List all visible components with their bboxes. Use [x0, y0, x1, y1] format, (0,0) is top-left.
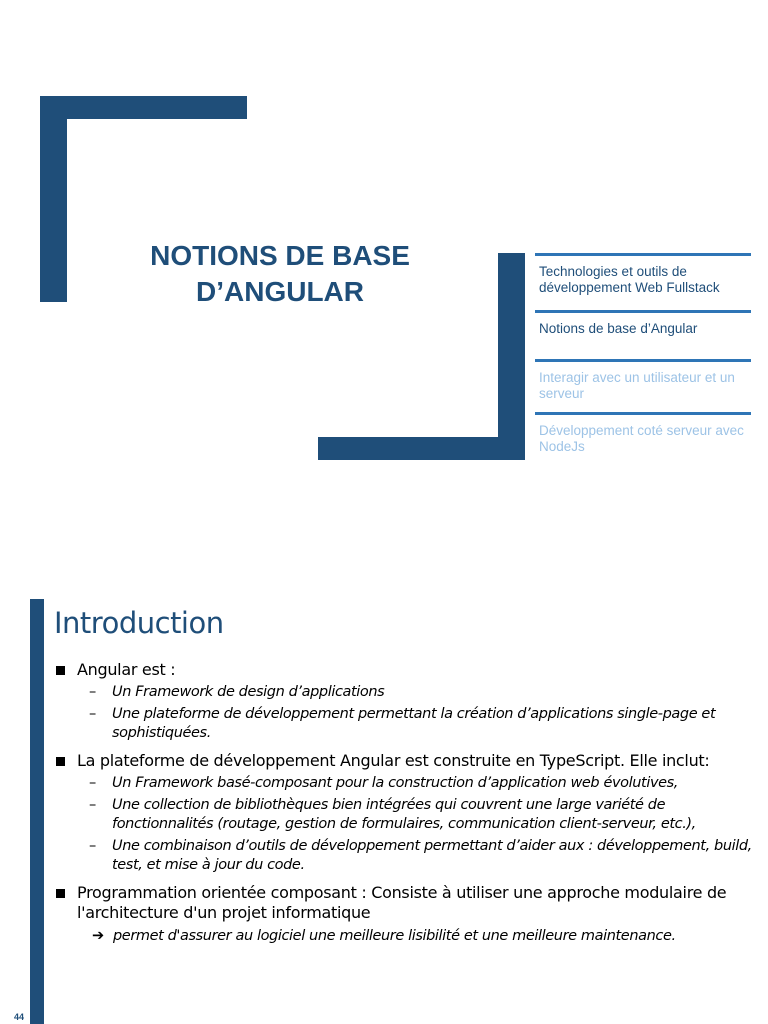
toc-item-nodejs: Développement coté serveur avec NodeJs — [535, 412, 751, 465]
arrow-note — [55, 927, 755, 946]
table-of-contents — [535, 253, 751, 465]
bullet-text: La plateforme de développement Angular est construite en TypeScript. Elle inclut: — [77, 751, 710, 770]
section-title-line-2: D’ANGULAR — [196, 276, 364, 307]
bullet-text: Programmation orientée composant : Consiste à utiliser une approche modulaire de l'architecture d'un projet informatique — [77, 883, 727, 922]
arrow-note-text: permet d'assurer au logiciel une meilleure lisibilité et une meilleure maintenance. — [113, 928, 676, 944]
dash-bullet-icon: – — [89, 684, 96, 700]
dash-bullet-icon: – — [89, 775, 96, 791]
section-title-line-1: NOTIONS DE BASE — [150, 240, 410, 271]
accent-bar — [30, 599, 44, 1024]
square-bullet-icon — [56, 666, 65, 675]
square-bullet-icon — [56, 757, 65, 766]
dash-bullet-icon: – — [89, 706, 96, 722]
sub-bullet-item — [55, 774, 755, 793]
arrow-right-icon: ➔ — [92, 928, 104, 944]
slide-content — [55, 656, 755, 946]
toc-item-angular-basics: Notions de base d’Angular — [535, 310, 751, 359]
dash-bullet-icon: – — [89, 838, 96, 854]
bracket-top-horizontal — [40, 96, 247, 119]
section-title — [120, 238, 440, 310]
sub-bullet-text: Une plateforme de développement permettant la création d’applications single-page et sophistiquées. — [112, 706, 716, 741]
sub-bullet-text: Une collection de bibliothèques bien intégrées qui couvrent une large variété de fonctionnalités (routage, gestion de formulaires, communication client-serveur, etc.), — [112, 797, 696, 832]
square-bullet-icon — [56, 889, 65, 898]
bullet-item — [55, 660, 755, 680]
bracket-bottom-horizontal — [318, 437, 525, 460]
sub-bullet-item — [55, 837, 755, 875]
sub-bullet-text: Une combinaison d’outils de développement permettant d’aider aux : développement, build, test, et mise à jour du code. — [112, 838, 752, 873]
bracket-bottom-vertical — [498, 253, 525, 460]
slide-title: Introduction — [54, 606, 224, 640]
bullet-item — [55, 751, 755, 771]
page-number: 44 — [14, 1012, 25, 1022]
introduction-slide — [0, 584, 768, 1024]
bracket-top-vertical — [40, 96, 67, 302]
sub-bullet-item — [55, 683, 755, 702]
toc-item-user-server-interaction: Interagir avec un utilisateur et un serveur — [535, 359, 751, 412]
bullet-item — [55, 883, 755, 923]
dash-bullet-icon: – — [89, 797, 96, 813]
bullet-text: Angular est : — [77, 660, 176, 679]
sub-bullet-item — [55, 705, 755, 743]
sub-bullet-text: Un Framework de design d’applications — [112, 684, 385, 700]
toc-item-technologies: Technologies et outils de développement Web Fullstack — [535, 253, 751, 310]
sub-bullet-text: Un Framework basé-composant pour la construction d’application web évolutives, — [112, 775, 679, 791]
sub-bullet-item — [55, 796, 755, 834]
